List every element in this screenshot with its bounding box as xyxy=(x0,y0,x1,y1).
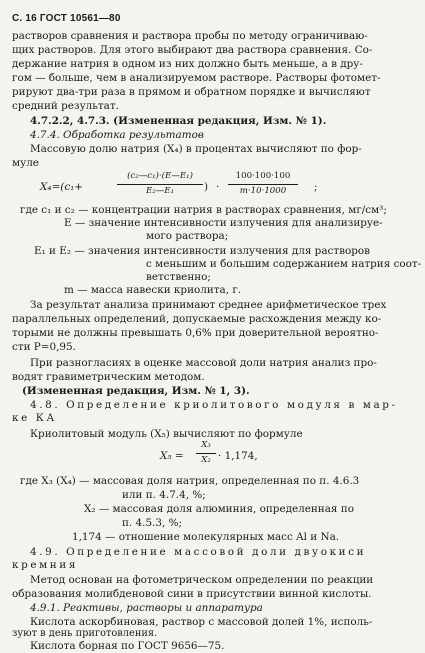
formula-fraction-numerator: 100·100·100 xyxy=(235,171,291,181)
formula-tail: ; xyxy=(314,181,318,193)
formula-fraction-denominator: E₂—E₁ xyxy=(145,186,175,196)
definition-line: m — масса навески криолита, г. xyxy=(64,284,242,296)
fraction-bar xyxy=(196,453,216,454)
section-heading: 4.9.1. Реактивы, растворы и аппаратура xyxy=(30,602,263,614)
formula-fraction-numerator: X₃ xyxy=(201,440,211,450)
paragraph-line: Массовую долю натрия (X₄) в процентах вычисляют по фор- xyxy=(30,143,362,155)
definition-line: X₂ — массовая доля алюминия, определенная по xyxy=(84,503,354,515)
paragraph-line: Кислота борная по ГОСТ 9656—75. xyxy=(30,640,225,652)
formula-dot: · xyxy=(216,181,220,193)
paragraph-line: средний результат. xyxy=(12,100,119,112)
paragraph-line: гом — больше, чем в анализируемом растворе. Растворы фотомет- xyxy=(12,72,381,84)
amendment-note: (Измененная редакция, Изм. № 1, 3). xyxy=(22,385,250,397)
paragraph-line: держание натрия в одном из них должно быть меньше, а в дру- xyxy=(12,58,363,70)
paragraph-line: рируют два-три раза в прямом и обратном порядке и вычисляют xyxy=(12,86,371,98)
paragraph-line: торыми не должны превышать 0,6% при доверительной вероятно- xyxy=(12,327,379,339)
formula-fraction-denominator: m·10·1000 xyxy=(239,186,287,196)
definition-line: E — значение интенсивности излучения для анализируе- xyxy=(64,217,383,229)
definition-line: E₁ и E₂ — значения интенсивности излучения для растворов xyxy=(34,245,370,257)
section-heading: 4.9. Определение массовой доли двуокиси xyxy=(30,546,367,558)
paragraph-line: щих растворов. Для этого выбирают два раствора сравнения. Со- xyxy=(12,44,373,56)
page-header: С. 16 ГОСТ 10561—80 xyxy=(12,13,121,24)
section-heading: 4.8. Определение криолитового модуля в мар- xyxy=(30,399,398,411)
definition-line: мого раствора; xyxy=(146,230,229,242)
paragraph-line: Кислота аскорбиновая, раствор с массовой долей 1%, исполь- xyxy=(30,616,373,628)
paragraph-line: растворов сравнения и раствора пробы по методу ограничиваю- xyxy=(12,30,368,42)
fraction-bar xyxy=(117,184,203,185)
definition-line: п. 4.5.3, %; xyxy=(122,517,182,529)
paragraph-line: При разногласиях в оценке массовой доли натрия анализ про- xyxy=(30,357,377,369)
paragraph-line: сти P=0,95. xyxy=(12,341,76,353)
paragraph-line: За результат анализа принимают среднее арифметическое трех xyxy=(30,299,387,311)
paragraph-line: образования молибденовой сини в присутствии винной кислоты. xyxy=(12,588,372,600)
definition-line: ветственно; xyxy=(146,271,211,283)
section-heading: 4.7.4. Обработка результатов xyxy=(30,129,204,141)
formula-lhs: X₅ = xyxy=(160,450,184,462)
paragraph-line: муле xyxy=(12,157,39,169)
formula-lhs: X₄=(c₁+ xyxy=(40,181,84,193)
paragraph-line: параллельных определений, допускаемые расхождения между ко- xyxy=(12,313,382,325)
definition-line: с меньшим и большим содержанием натрия соот- xyxy=(146,258,422,270)
formula-paren: ) xyxy=(204,181,209,193)
formula-tail: · 1,174, xyxy=(218,450,258,462)
formula-fraction-numerator: (c₂—c₁)·(E—E₁) xyxy=(127,171,193,181)
formula-fraction-denominator: X₂ xyxy=(201,455,211,465)
definition-line: 1,174 — отношение молекулярных масс Al и Na. xyxy=(72,531,340,543)
section-heading: кремния xyxy=(12,559,78,571)
definition-line: или п. 4.7.4, %; xyxy=(122,489,206,501)
paragraph-line: Метод основан на фотометрическом определении по реакции xyxy=(30,574,374,586)
section-heading: ке КА xyxy=(12,412,57,424)
definition-line: где X₃ (X₄) — массовая доля натрия, определенная по п. 4.6.3 xyxy=(20,475,360,487)
paragraph-line: Криолитовый модуль (X₅) вычисляют по формуле xyxy=(30,428,303,440)
amendment-note: 4.7.2.2, 4.7.3. (Измененная редакция, Изм. № 1). xyxy=(30,115,327,127)
paragraph-line: зуют в день приготовления. xyxy=(12,628,158,639)
fraction-bar xyxy=(228,184,298,185)
paragraph-line: водят гравиметрическим методом. xyxy=(12,371,205,383)
definition-line: где c₁ и c₂ — концентрации натрия в растворах сравнения, мг/см³; xyxy=(20,204,387,216)
